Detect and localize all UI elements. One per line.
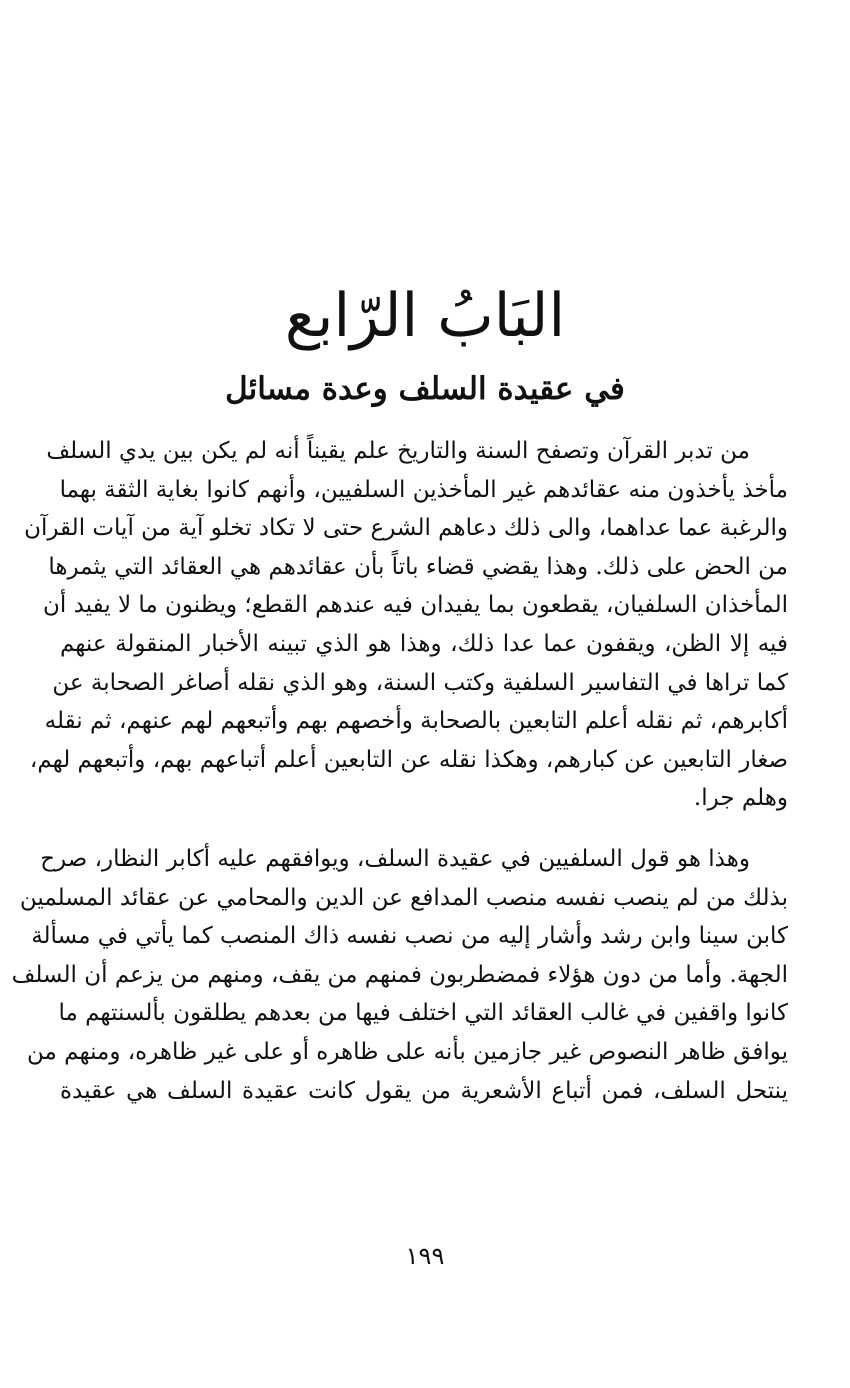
text-line: مأخذ يأخذون منه عقائدهم غير المأخذين السلفيين، وأنهم كانوا بغاية الثقة بهما xyxy=(59,476,788,503)
text-line: يوافق ظاهر النصوص غير جازمين بأنه على ظاهره أو على غير ظاهره، ومنهم من xyxy=(27,1038,788,1065)
text-line: كانوا واقفين في غالب العقائد التي اختلف فيها من بعدهم يطلقون بألسنتهم ما xyxy=(58,1000,788,1027)
text-line: الجهة. وأما من دون هؤلاء فمضطربون فمنهم من يقف، ومنهم من يزعم أن السلف xyxy=(11,961,788,988)
text-line: كابن سينا وابن رشد وأشار إليه من نصب نفسه ذاك المنصب كما يأتي في مسألة xyxy=(31,923,788,950)
text-line: المأخذان السلفيان، يقطعون بما يفيدان فيه عندهم القطع؛ ويظنون ما لا يفيد أن xyxy=(43,592,788,619)
paragraph-1 xyxy=(24,432,788,818)
text-line: بذلك من لم ينصب نفسه منصب المدافع عن الدين والمحامي عن عقائد المسلمين xyxy=(19,884,788,911)
paragraph-2 xyxy=(11,840,788,1110)
page-number: ١٩٩ xyxy=(405,1242,445,1270)
text-line: ينتحل السلف، فمن أتباع الأشعرية من يقول كانت عقيدة السلف هي عقيدة xyxy=(60,1077,788,1104)
chapter-title: البَابُ الرّابع xyxy=(284,281,566,352)
text-line: وهذا هو قول السلفيين في عقيدة السلف، ويوافقهم عليه أكابر النظار، صرح xyxy=(40,845,750,872)
body-text xyxy=(11,432,788,1110)
text-line: من تدبر القرآن وتصفح السنة والتاريخ علم يقيناً أنه لم يكن بين يدي السلف xyxy=(46,438,750,464)
text-line: أكابرهم، ثم نقله أعلم التابعين بالصحابة وأخصهم بهم وأتبعهم لهم عنهم، ثم نقله xyxy=(44,708,788,735)
text-line: والرغبة عما عداهما، والى ذلك دعاهم الشرع حتى لا تكاد تخلو آية من آيات القرآن xyxy=(24,515,788,542)
text-line: صغار التابعين عن كبارهم، وهكذا نقله عن التابعين أعلم أتباعهم بهم، وأتبعهم لهم، xyxy=(29,746,788,773)
text-line: فيه إلا الظن، ويقفون عما عدا ذلك، وهذا هو الذي تبينه الأخبار المنقولة عنهم xyxy=(60,630,788,657)
chapter-subtitle: في عقيدة السلف وعدة مسائل xyxy=(225,370,625,407)
text-line: كما تراها في التفاسير السلفية وكتب السنة، وهو الذي نقله أصاغر الصحابة عن xyxy=(52,669,788,696)
text-line: وهلم جرا. xyxy=(693,785,788,812)
text-line: من الحض على ذلك. وهذا يقضي قضاء باتاً بأن عقائدهم هي العقائد التي يثمرها xyxy=(48,553,788,580)
